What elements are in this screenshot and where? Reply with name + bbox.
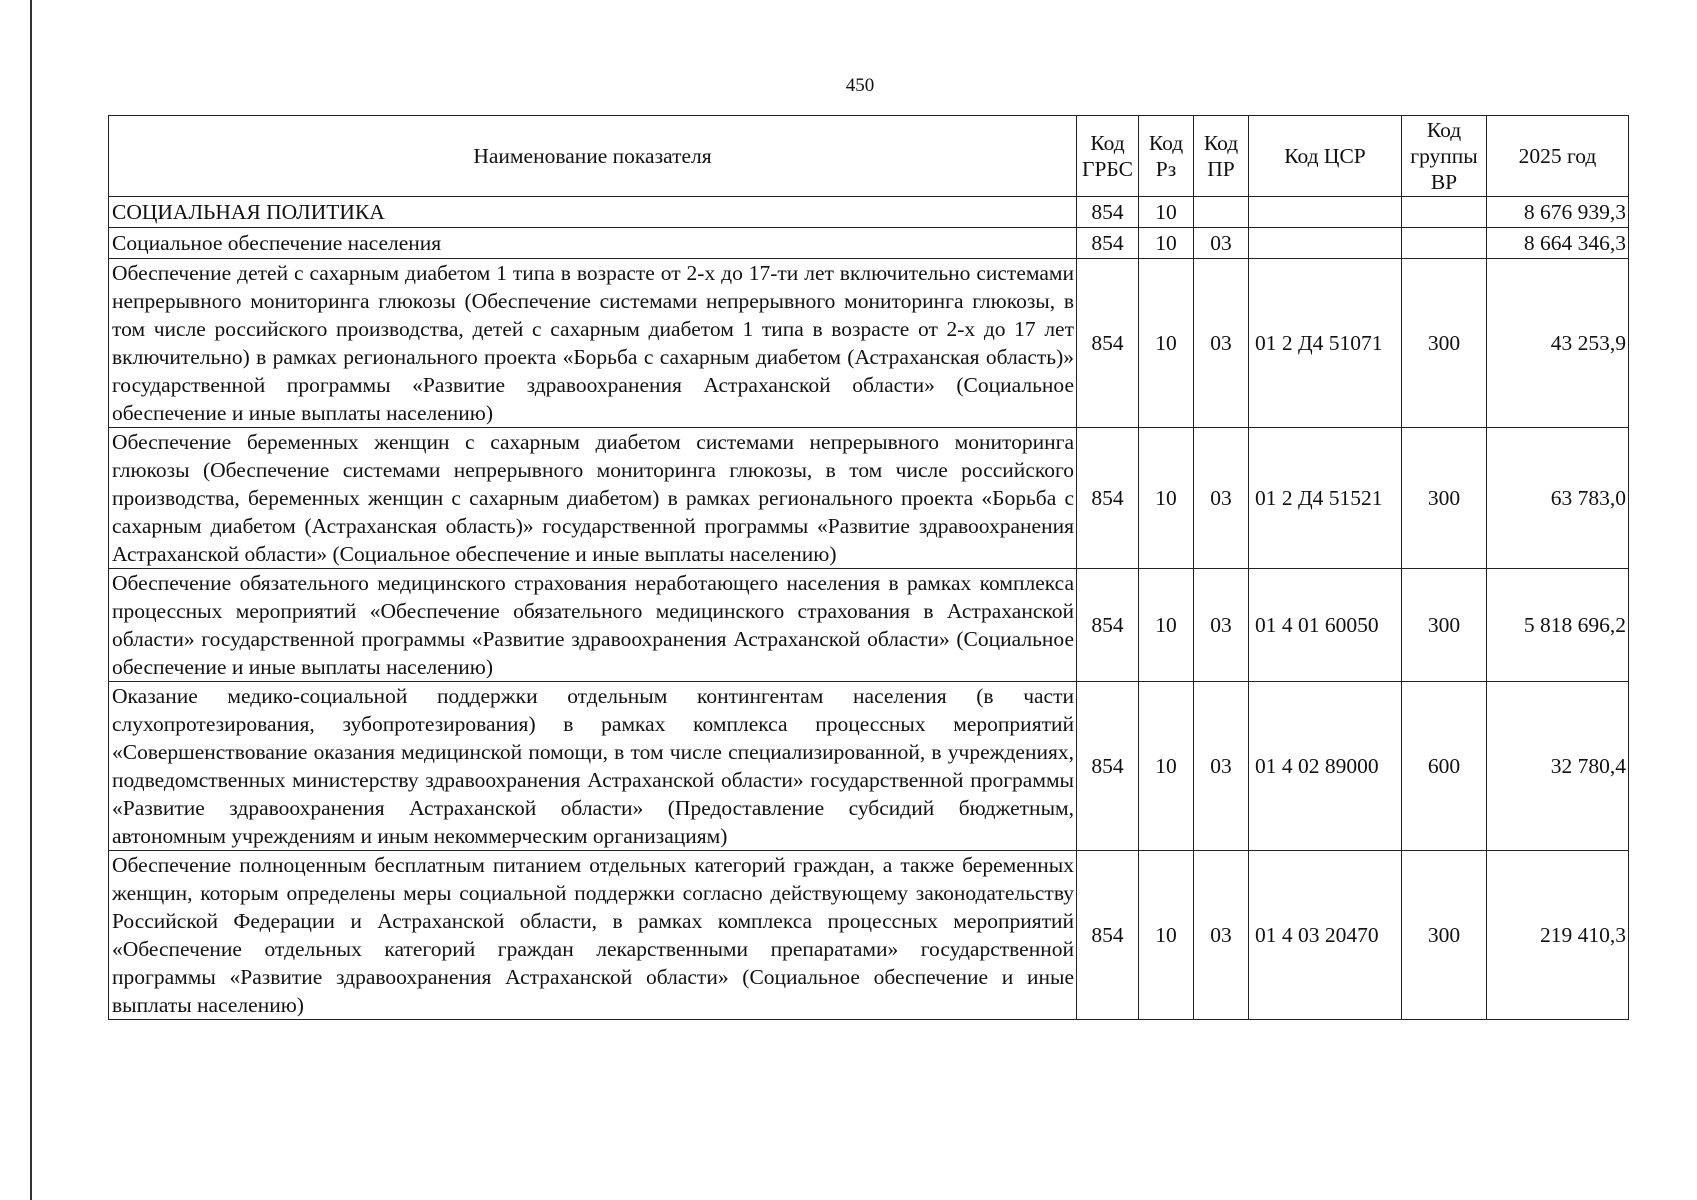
table-row <box>109 259 1629 428</box>
row-pr: 03 <box>1194 569 1249 682</box>
budget-table <box>108 115 1629 1020</box>
row-pr <box>1194 197 1249 228</box>
row-name: Обеспечение детей с сахарным диабетом 1 типа в возрасте от 2-х до 17-ти лет включительно системами непрерывного мониторинга глюкозы (Обеспечение системами непрерывного мониторинга глюкозы, в том числе российского производства, детей с сахарным диабетом 1 типа в возрасте от 2-х до 17 лет включительно) в рамках регионального проекта «Борьба с сахарным диабетом (Астраханская область)» государственной программы «Развитие здравоохранения Астраханской области» (Социальное обеспечение и иные выплаты населению) <box>109 259 1077 428</box>
row-name: Обеспечение беременных женщин с сахарным диабетом системами непрерывного мониторинга глюкозы (Обеспечение системами непрерывного мониторинга глюкозы, в том числе российского производства, беременных женщин с сахарным диабетом) в рамках регионального проекта «Борьба с сахарным диабетом (Астраханская область)» государственной программы «Развитие здравоохранения Астраханской области» (Социальное обеспечение и иные выплаты населению) <box>109 428 1077 569</box>
row-csr: 01 4 02 89000 <box>1249 682 1402 851</box>
table-row <box>109 851 1629 1020</box>
row-amount: 5 818 696,2 <box>1487 569 1629 682</box>
row-vr: 300 <box>1402 851 1487 1020</box>
row-pr: 03 <box>1194 228 1249 259</box>
table-row <box>109 682 1629 851</box>
table-header <box>109 116 1629 197</box>
row-pr: 03 <box>1194 428 1249 569</box>
header-csr: Код ЦСР <box>1249 116 1402 197</box>
row-grbs: 854 <box>1077 197 1139 228</box>
row-amount: 32 780,4 <box>1487 682 1629 851</box>
row-grbs: 854 <box>1077 259 1139 428</box>
row-rz: 10 <box>1139 851 1194 1020</box>
row-name: Обеспечение обязательного медицинского страхования неработающего населения в рамках комплекса процессных мероприятий «Обеспечение обязательного медицинского страхования в Астраханской области» государственной программы «Развитие здравоохранения Астраханской области» (Социальное обеспечение и иные выплаты населению) <box>109 569 1077 682</box>
row-csr: 01 4 01 60050 <box>1249 569 1402 682</box>
row-amount: 8 664 346,3 <box>1487 228 1629 259</box>
row-rz: 10 <box>1139 259 1194 428</box>
row-vr: 300 <box>1402 259 1487 428</box>
row-amount: 219 410,3 <box>1487 851 1629 1020</box>
row-rz: 10 <box>1139 569 1194 682</box>
table-body <box>109 197 1629 1020</box>
row-rz: 10 <box>1139 228 1194 259</box>
row-pr: 03 <box>1194 259 1249 428</box>
row-name: Социальное обеспечение населения <box>109 228 1077 259</box>
row-grbs: 854 <box>1077 682 1139 851</box>
row-amount: 43 253,9 <box>1487 259 1629 428</box>
row-vr: 300 <box>1402 428 1487 569</box>
row-csr: 01 2 Д4 51071 <box>1249 259 1402 428</box>
row-pr: 03 <box>1194 851 1249 1020</box>
row-grbs: 854 <box>1077 428 1139 569</box>
row-csr <box>1249 197 1402 228</box>
header-name: Наименование показателя <box>109 116 1077 197</box>
row-csr: 01 4 03 20470 <box>1249 851 1402 1020</box>
row-rz: 10 <box>1139 197 1194 228</box>
row-name: Оказание медико-социальной поддержки отдельным контингентам населения (в части слухопротезирования, зубопротезирования) в рамках комплекса процессных мероприятий «Совершенствование оказания медицинской помощи, в том числе специализированной, в учреждениях, подведомственных министерству здравоохранения Астраханской области» государственной программы «Развитие здравоохранения Астраханской области» (Предоставление субсидий бюджетным, автономным учреждениям и иным некоммерческим организациям) <box>109 682 1077 851</box>
header-pr: Код ПР <box>1194 116 1249 197</box>
table-row <box>109 228 1629 259</box>
page-margin-rule <box>30 0 32 1200</box>
row-csr <box>1249 228 1402 259</box>
table-row <box>109 428 1629 569</box>
row-rz: 10 <box>1139 682 1194 851</box>
table-row <box>109 197 1629 228</box>
row-vr <box>1402 228 1487 259</box>
row-grbs: 854 <box>1077 569 1139 682</box>
page-number: 450 <box>845 75 875 96</box>
header-year: 2025 год <box>1487 116 1629 197</box>
row-name: СОЦИАЛЬНАЯ ПОЛИТИКА <box>109 197 1077 228</box>
row-grbs: 854 <box>1077 228 1139 259</box>
row-pr: 03 <box>1194 682 1249 851</box>
table-row <box>109 569 1629 682</box>
row-amount: 63 783,0 <box>1487 428 1629 569</box>
row-name: Обеспечение полноценным бесплатным питанием отдельных категорий граждан, а также беременных женщин, которым определены меры социальной поддержки согласно действующему законодательству Российской Федерации и Астраханской области, в рамках комплекса процессных мероприятий «Обеспечение отдельных категорий граждан лекарственными препаратами» государственной программы «Развитие здравоохранения Астраханской области» (Социальное обеспечение и иные выплаты населению) <box>109 851 1077 1020</box>
row-vr: 600 <box>1402 682 1487 851</box>
row-grbs: 854 <box>1077 851 1139 1020</box>
row-rz: 10 <box>1139 428 1194 569</box>
row-vr <box>1402 197 1487 228</box>
row-vr: 300 <box>1402 569 1487 682</box>
header-row <box>109 116 1629 197</box>
header-rz: Код Рз <box>1139 116 1194 197</box>
row-csr: 01 2 Д4 51521 <box>1249 428 1402 569</box>
header-vr: Код группы ВР <box>1402 116 1487 197</box>
header-grbs: Код ГРБС <box>1077 116 1139 197</box>
row-amount: 8 676 939,3 <box>1487 197 1629 228</box>
